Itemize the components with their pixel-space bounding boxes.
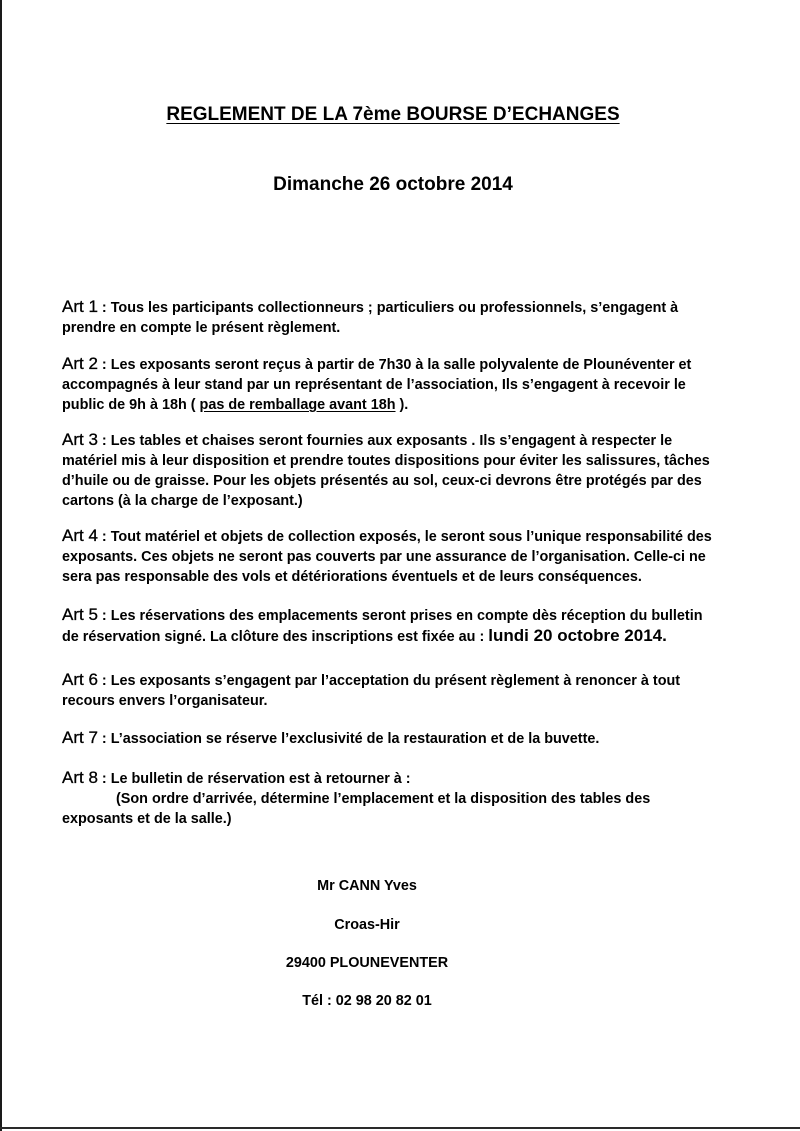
article-label: Art 6 — [62, 670, 98, 689]
contact-phone: Tél : 02 98 20 82 01 — [302, 993, 432, 1009]
document-title: REGLEMENT DE LA 7ème BOURSE D’ECHANGES — [166, 104, 620, 125]
article-label: Art 3 — [62, 430, 98, 449]
article-label: Art 8 — [62, 768, 98, 787]
article-label: Art 4 — [62, 526, 98, 545]
closing-date: lundi 20 octobre 2014. — [488, 626, 667, 645]
contact-city: 29400 PLOUNEVENTER — [285, 955, 449, 971]
article-8: Art 8 : Le bulletin de réservation est à retourner à : (Son ordre d’arrivée, détermine l’emplacement et la disposition des tables des exposants et de la salle.) — [62, 768, 651, 827]
event-date: Dimanche 26 octobre 2014 — [273, 174, 513, 195]
underlined-note: pas de remballage avant 18h — [199, 397, 396, 413]
article-label: Art 5 — [62, 605, 98, 624]
article-2: Art 2 : Les exposants seront reçus à partir de 7h30 à la salle polyvalente de Plounéventer et accompagnés à leur stand par un représentant de l’association, Ils s’engagent à recevoir le public de 9h à 18h ( pas de remballage avant 18h ). — [62, 354, 692, 413]
contact-place: Croas-Hir — [334, 917, 400, 933]
contact-name: Mr CANN Yves — [317, 878, 417, 894]
article-5: Art 5 : Les réservations des emplacements seront prises en compte dès réception du bulletin de réservation signé. La clôture des inscriptions est fixée au : lundi 20 octobre 2014. — [62, 605, 703, 645]
article-1: Art 1 : Tous les participants collectionneurs ; particuliers ou professionnels, s’engagent à prendre en compte le présent règlement. — [62, 297, 679, 336]
scan-bottom-edge — [0, 1127, 800, 1129]
article-6: Art 6 : Les exposants s’engagent par l’acceptation du présent règlement à renoncer à tout recours envers l’organisateur. — [62, 670, 681, 709]
article-7: Art 7 : L’association se réserve l’exclusivité de la restauration et de la buvette. — [62, 728, 600, 747]
article-3: Art 3 : Les tables et chaises seront fournies aux exposants . Ils s’engagent à respecter le matériel mis à leur disposition et prendre toutes dispositions pour éviter les salissures, tâches d’huile ou de graisse. Pour les objets présentés au sol, ceux-ci devrons être protégés par des cartons (à la charge de l’exposant.) — [62, 430, 710, 509]
article-label: Art 1 — [62, 297, 98, 316]
article-label: Art 2 — [62, 354, 98, 373]
article-label: Art 7 — [62, 728, 98, 747]
article-4: Art 4 : Tout matériel et objets de collection exposés, le seront sous l’unique responsabilité des exposants. Ces objets ne seront pas couverts par une assurance de l’organisation. Celle-ci ne sera pas responsable des vols et détériorations éventuels et de leurs conséquences. — [62, 526, 712, 585]
